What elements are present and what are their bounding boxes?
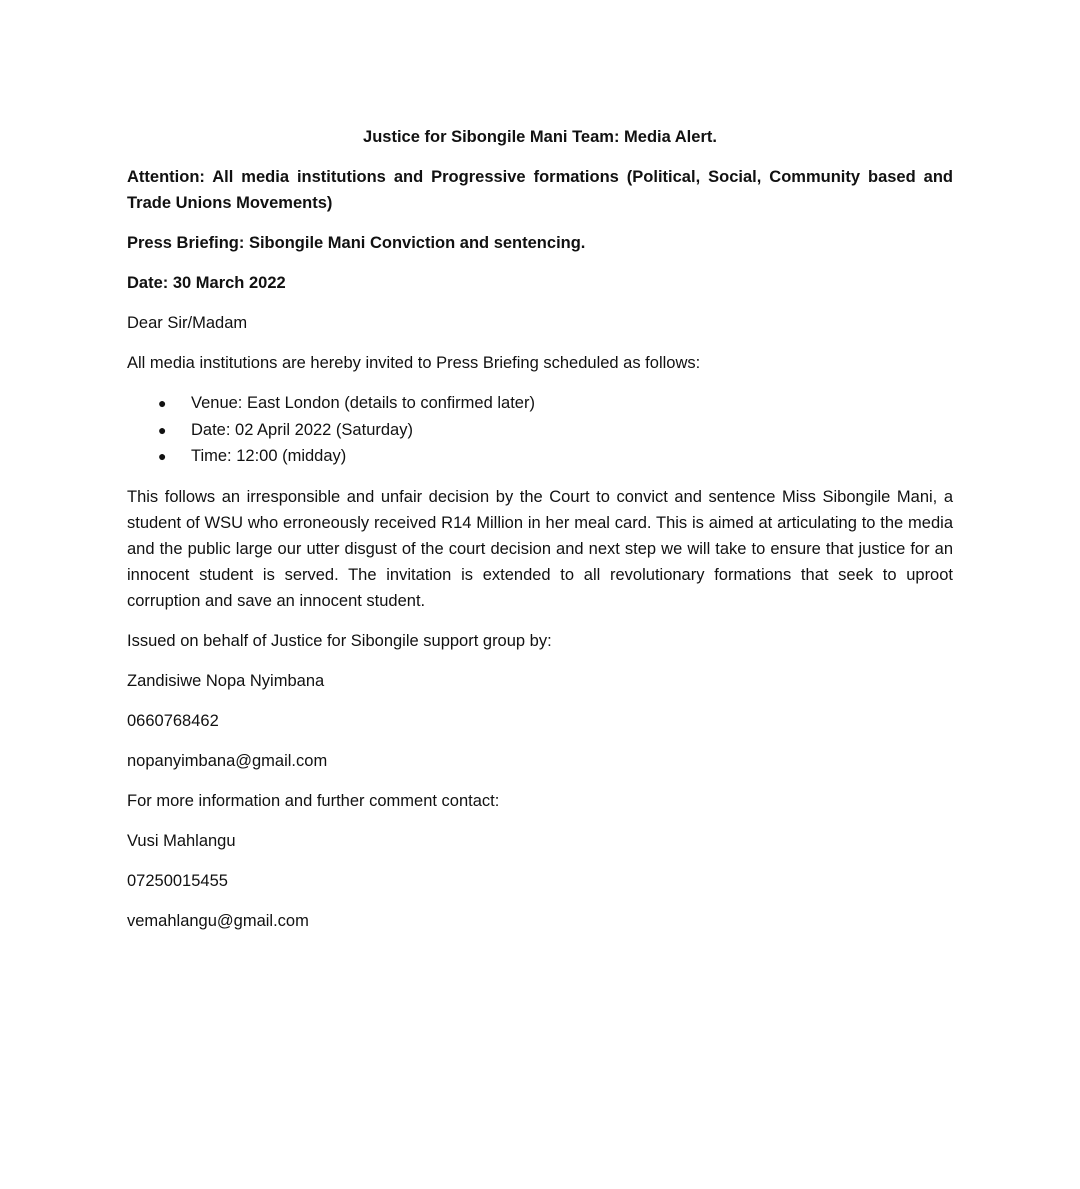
briefing-details-list <box>127 390 953 470</box>
bullet-icon: ● <box>158 395 167 411</box>
detail-time: Time: 12:00 (midday) <box>191 447 347 465</box>
contact-intro: For more information and further comment contact: <box>127 791 500 810</box>
document-date: Date: 30 March 2022 <box>127 274 286 292</box>
contact-name: Vusi Mahlangu <box>127 831 236 850</box>
contact-email: vemahlangu@gmail.com <box>127 911 309 930</box>
issuer-email: nopanyimbana@gmail.com <box>127 751 328 770</box>
media-alert-document <box>127 124 953 948</box>
issuer-phone: 0660768462 <box>127 711 219 730</box>
list-item <box>127 417 953 444</box>
list-item <box>127 443 953 470</box>
issued-by-line: Issued on behalf of Justice for Sibongile support group by: <box>127 631 552 650</box>
attention-line: Attention: All media institutions and Progressive formations (Political, Social, Community based and Trade Unions Movements) <box>127 168 953 212</box>
list-item <box>127 390 953 417</box>
salutation: Dear Sir/Madam <box>127 314 248 332</box>
detail-date: Date: 02 April 2022 (Saturday) <box>191 420 413 439</box>
invitation-text: All media institutions are hereby invited to Press Briefing scheduled as follows: <box>127 354 701 372</box>
body-paragraph: This follows an irresponsible and unfair decision by the Court to convict and sentence Miss Sibongile Mani, a student of WSU who erroneously received R14 Million in her meal card. This is aimed at articulating to the media and the public large our utter disgust of the court decision and next step we will take to ensure that justice for an innocent student is served. The invitation is extended to all revolutionary formations that seek to uproot corruption and save an innocent student. <box>127 487 953 610</box>
bullet-icon: ● <box>158 421 167 438</box>
issuer-name: Zandisiwe Nopa Nyimbana <box>127 671 325 690</box>
bullet-icon: ● <box>158 448 167 464</box>
detail-venue: Venue: East London (details to confirmed later) <box>191 394 535 412</box>
contact-phone: 07250015455 <box>127 871 228 890</box>
document-title: Justice for Sibongile Mani Team: Media Alert. <box>363 128 717 146</box>
press-briefing-line: Press Briefing: Sibongile Mani Conviction and sentencing. <box>127 234 586 252</box>
